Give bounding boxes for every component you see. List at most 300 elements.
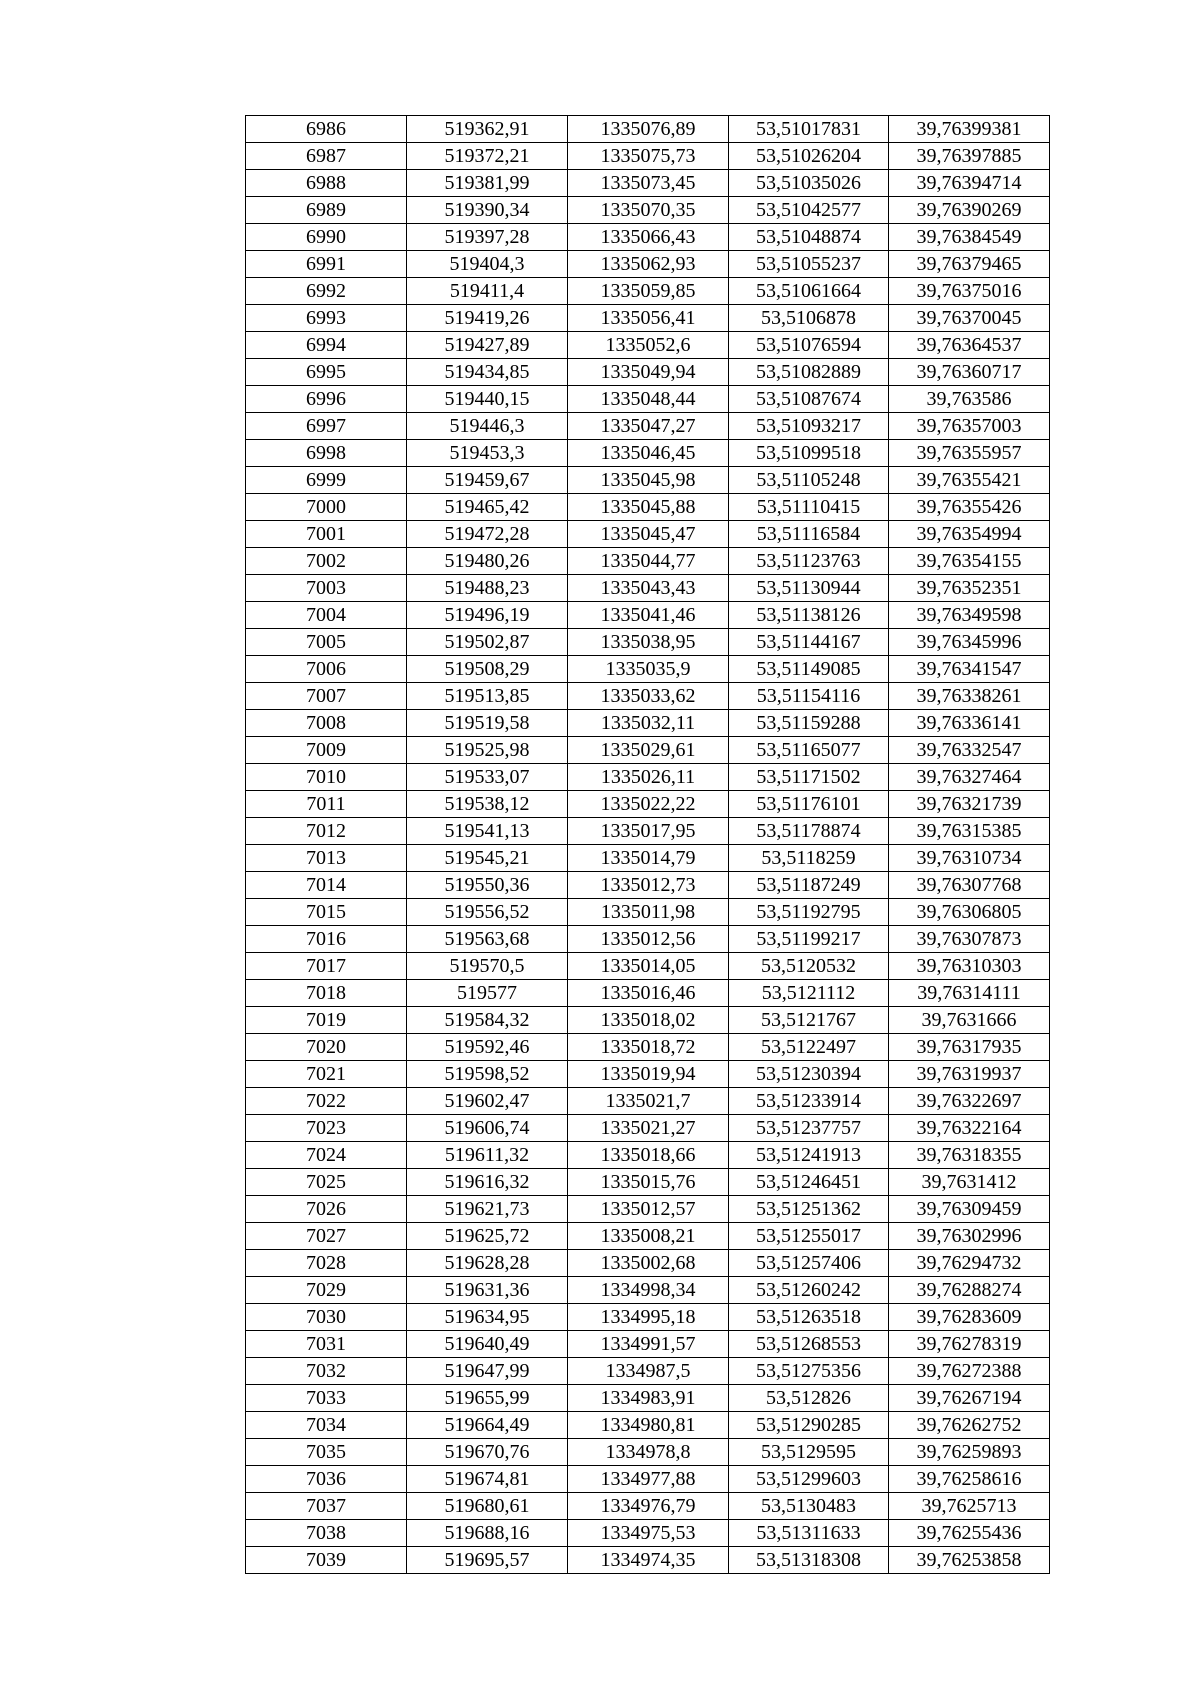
x-coordinate-cell: 519519,58	[407, 710, 568, 737]
latitude-cell: 53,5121767	[729, 1007, 889, 1034]
y-coordinate-cell: 1335049,94	[568, 359, 729, 386]
longitude-cell: 39,76338261	[889, 683, 1050, 710]
y-coordinate-cell: 1335066,43	[568, 224, 729, 251]
latitude-cell: 53,51246451	[729, 1169, 889, 1196]
longitude-cell: 39,76345996	[889, 629, 1050, 656]
latitude-cell: 53,51299603	[729, 1466, 889, 1493]
latitude-cell: 53,5121112	[729, 980, 889, 1007]
x-coordinate-cell: 519513,85	[407, 683, 568, 710]
x-coordinate-cell: 519602,47	[407, 1088, 568, 1115]
y-coordinate-cell: 1335019,94	[568, 1061, 729, 1088]
y-coordinate-cell: 1335033,62	[568, 683, 729, 710]
table-row	[246, 1358, 1050, 1385]
table-row	[246, 440, 1050, 467]
point-number-cell: 6997	[246, 413, 407, 440]
longitude-cell: 39,763586	[889, 386, 1050, 413]
point-number-cell: 7012	[246, 818, 407, 845]
latitude-cell: 53,51192795	[729, 899, 889, 926]
longitude-cell: 39,76294732	[889, 1250, 1050, 1277]
x-coordinate-cell: 519459,67	[407, 467, 568, 494]
point-number-cell: 7009	[246, 737, 407, 764]
y-coordinate-cell: 1335022,22	[568, 791, 729, 818]
y-coordinate-cell: 1335018,02	[568, 1007, 729, 1034]
latitude-cell: 53,51123763	[729, 548, 889, 575]
y-coordinate-cell: 1335045,47	[568, 521, 729, 548]
x-coordinate-cell: 519640,49	[407, 1331, 568, 1358]
y-coordinate-cell: 1335044,77	[568, 548, 729, 575]
x-coordinate-cell: 519404,3	[407, 251, 568, 278]
x-coordinate-cell: 519427,89	[407, 332, 568, 359]
longitude-cell: 39,76341547	[889, 656, 1050, 683]
point-number-cell: 6994	[246, 332, 407, 359]
y-coordinate-cell: 1334987,5	[568, 1358, 729, 1385]
table-row	[246, 1439, 1050, 1466]
longitude-cell: 39,76310734	[889, 845, 1050, 872]
latitude-cell: 53,51093217	[729, 413, 889, 440]
y-coordinate-cell: 1335018,72	[568, 1034, 729, 1061]
longitude-cell: 39,76397885	[889, 143, 1050, 170]
table-row	[246, 953, 1050, 980]
point-number-cell: 7026	[246, 1196, 407, 1223]
x-coordinate-cell: 519545,21	[407, 845, 568, 872]
x-coordinate-cell: 519397,28	[407, 224, 568, 251]
table-row	[246, 1547, 1050, 1574]
table-row	[246, 278, 1050, 305]
x-coordinate-cell: 519538,12	[407, 791, 568, 818]
table-row	[246, 926, 1050, 953]
point-number-cell: 7003	[246, 575, 407, 602]
coordinates-table-body	[246, 116, 1050, 1574]
table-row	[246, 521, 1050, 548]
longitude-cell: 39,76357003	[889, 413, 1050, 440]
x-coordinate-cell: 519434,85	[407, 359, 568, 386]
y-coordinate-cell: 1335076,89	[568, 116, 729, 143]
x-coordinate-cell: 519616,32	[407, 1169, 568, 1196]
point-number-cell: 6986	[246, 116, 407, 143]
point-number-cell: 7023	[246, 1115, 407, 1142]
y-coordinate-cell: 1334991,57	[568, 1331, 729, 1358]
table-row	[246, 467, 1050, 494]
y-coordinate-cell: 1335032,11	[568, 710, 729, 737]
table-row	[246, 332, 1050, 359]
point-number-cell: 7029	[246, 1277, 407, 1304]
latitude-cell: 53,51268553	[729, 1331, 889, 1358]
latitude-cell: 53,5129595	[729, 1439, 889, 1466]
table-row	[246, 1493, 1050, 1520]
y-coordinate-cell: 1335015,76	[568, 1169, 729, 1196]
table-row	[246, 845, 1050, 872]
y-coordinate-cell: 1334974,35	[568, 1547, 729, 1574]
latitude-cell: 53,51275356	[729, 1358, 889, 1385]
x-coordinate-cell: 519695,57	[407, 1547, 568, 1574]
latitude-cell: 53,51105248	[729, 467, 889, 494]
table-row	[246, 1277, 1050, 1304]
x-coordinate-cell: 519611,32	[407, 1142, 568, 1169]
y-coordinate-cell: 1334998,34	[568, 1277, 729, 1304]
x-coordinate-cell: 519533,07	[407, 764, 568, 791]
longitude-cell: 39,76310303	[889, 953, 1050, 980]
table-row	[246, 143, 1050, 170]
point-number-cell: 6992	[246, 278, 407, 305]
point-number-cell: 7022	[246, 1088, 407, 1115]
x-coordinate-cell: 519550,36	[407, 872, 568, 899]
table-row	[246, 1088, 1050, 1115]
point-number-cell: 7020	[246, 1034, 407, 1061]
latitude-cell: 53,51178874	[729, 818, 889, 845]
table-row	[246, 224, 1050, 251]
y-coordinate-cell: 1334978,8	[568, 1439, 729, 1466]
x-coordinate-cell: 519674,81	[407, 1466, 568, 1493]
point-number-cell: 7037	[246, 1493, 407, 1520]
longitude-cell: 39,76360717	[889, 359, 1050, 386]
x-coordinate-cell: 519488,23	[407, 575, 568, 602]
longitude-cell: 39,7625713	[889, 1493, 1050, 1520]
point-number-cell: 7005	[246, 629, 407, 656]
x-coordinate-cell: 519419,26	[407, 305, 568, 332]
x-coordinate-cell: 519634,95	[407, 1304, 568, 1331]
longitude-cell: 39,76318355	[889, 1142, 1050, 1169]
point-number-cell: 7013	[246, 845, 407, 872]
table-row	[246, 1331, 1050, 1358]
table-row	[246, 1304, 1050, 1331]
point-number-cell: 7008	[246, 710, 407, 737]
table-row	[246, 791, 1050, 818]
longitude-cell: 39,76319937	[889, 1061, 1050, 1088]
table-row	[246, 899, 1050, 926]
table-row	[246, 413, 1050, 440]
point-number-cell: 7007	[246, 683, 407, 710]
y-coordinate-cell: 1335014,05	[568, 953, 729, 980]
longitude-cell: 39,76336141	[889, 710, 1050, 737]
longitude-cell: 39,76259893	[889, 1439, 1050, 1466]
y-coordinate-cell: 1335029,61	[568, 737, 729, 764]
point-number-cell: 7030	[246, 1304, 407, 1331]
point-number-cell: 6995	[246, 359, 407, 386]
longitude-cell: 39,76321739	[889, 791, 1050, 818]
table-row	[246, 1250, 1050, 1277]
latitude-cell: 53,5106878	[729, 305, 889, 332]
x-coordinate-cell: 519598,52	[407, 1061, 568, 1088]
y-coordinate-cell: 1335014,79	[568, 845, 729, 872]
table-row	[246, 1007, 1050, 1034]
table-row	[246, 1142, 1050, 1169]
point-number-cell: 7028	[246, 1250, 407, 1277]
latitude-cell: 53,5122497	[729, 1034, 889, 1061]
y-coordinate-cell: 1335041,46	[568, 602, 729, 629]
x-coordinate-cell: 519390,34	[407, 197, 568, 224]
latitude-cell: 53,51061664	[729, 278, 889, 305]
table-row	[246, 602, 1050, 629]
x-coordinate-cell: 519496,19	[407, 602, 568, 629]
longitude-cell: 39,76314111	[889, 980, 1050, 1007]
table-row	[246, 494, 1050, 521]
x-coordinate-cell: 519541,13	[407, 818, 568, 845]
table-row	[246, 818, 1050, 845]
latitude-cell: 53,51099518	[729, 440, 889, 467]
y-coordinate-cell: 1335048,44	[568, 386, 729, 413]
point-number-cell: 7016	[246, 926, 407, 953]
x-coordinate-cell: 519453,3	[407, 440, 568, 467]
latitude-cell: 53,5120532	[729, 953, 889, 980]
table-row	[246, 170, 1050, 197]
point-number-cell: 7038	[246, 1520, 407, 1547]
longitude-cell: 39,76255436	[889, 1520, 1050, 1547]
y-coordinate-cell: 1334983,91	[568, 1385, 729, 1412]
x-coordinate-cell: 519570,5	[407, 953, 568, 980]
table-row	[246, 1169, 1050, 1196]
point-number-cell: 6987	[246, 143, 407, 170]
point-number-cell: 7001	[246, 521, 407, 548]
y-coordinate-cell: 1335038,95	[568, 629, 729, 656]
latitude-cell: 53,51237757	[729, 1115, 889, 1142]
point-number-cell: 6989	[246, 197, 407, 224]
longitude-cell: 39,76354994	[889, 521, 1050, 548]
latitude-cell: 53,51165077	[729, 737, 889, 764]
latitude-cell: 53,51311633	[729, 1520, 889, 1547]
latitude-cell: 53,5118259	[729, 845, 889, 872]
latitude-cell: 53,51116584	[729, 521, 889, 548]
table-row	[246, 1385, 1050, 1412]
latitude-cell: 53,51017831	[729, 116, 889, 143]
y-coordinate-cell: 1335016,46	[568, 980, 729, 1007]
table-row	[246, 737, 1050, 764]
longitude-cell: 39,76349598	[889, 602, 1050, 629]
longitude-cell: 39,76332547	[889, 737, 1050, 764]
x-coordinate-cell: 519577	[407, 980, 568, 1007]
longitude-cell: 39,7631666	[889, 1007, 1050, 1034]
table-row	[246, 980, 1050, 1007]
latitude-cell: 53,51263518	[729, 1304, 889, 1331]
x-coordinate-cell: 519362,91	[407, 116, 568, 143]
longitude-cell: 39,76327464	[889, 764, 1050, 791]
latitude-cell: 53,51255017	[729, 1223, 889, 1250]
x-coordinate-cell: 519440,15	[407, 386, 568, 413]
point-number-cell: 7033	[246, 1385, 407, 1412]
table-row	[246, 710, 1050, 737]
point-number-cell: 7006	[246, 656, 407, 683]
table-row	[246, 764, 1050, 791]
table-row	[246, 1223, 1050, 1250]
longitude-cell: 39,76309459	[889, 1196, 1050, 1223]
latitude-cell: 53,51154116	[729, 683, 889, 710]
y-coordinate-cell: 1335052,6	[568, 332, 729, 359]
longitude-cell: 39,76322697	[889, 1088, 1050, 1115]
point-number-cell: 7019	[246, 1007, 407, 1034]
longitude-cell: 39,76307768	[889, 872, 1050, 899]
latitude-cell: 53,51055237	[729, 251, 889, 278]
x-coordinate-cell: 519472,28	[407, 521, 568, 548]
point-number-cell: 7031	[246, 1331, 407, 1358]
table-row	[246, 116, 1050, 143]
latitude-cell: 53,51149085	[729, 656, 889, 683]
point-number-cell: 7002	[246, 548, 407, 575]
latitude-cell: 53,51187249	[729, 872, 889, 899]
latitude-cell: 53,51257406	[729, 1250, 889, 1277]
longitude-cell: 39,76258616	[889, 1466, 1050, 1493]
y-coordinate-cell: 1335047,27	[568, 413, 729, 440]
latitude-cell: 53,5130483	[729, 1493, 889, 1520]
longitude-cell: 39,76306805	[889, 899, 1050, 926]
x-coordinate-cell: 519670,76	[407, 1439, 568, 1466]
latitude-cell: 53,51026204	[729, 143, 889, 170]
y-coordinate-cell: 1334975,53	[568, 1520, 729, 1547]
point-number-cell: 6996	[246, 386, 407, 413]
point-number-cell: 6998	[246, 440, 407, 467]
x-coordinate-cell: 519584,32	[407, 1007, 568, 1034]
longitude-cell: 39,76390269	[889, 197, 1050, 224]
latitude-cell: 53,51199217	[729, 926, 889, 953]
x-coordinate-cell: 519372,21	[407, 143, 568, 170]
x-coordinate-cell: 519647,99	[407, 1358, 568, 1385]
longitude-cell: 39,76302996	[889, 1223, 1050, 1250]
longitude-cell: 39,76283609	[889, 1304, 1050, 1331]
latitude-cell: 53,51230394	[729, 1061, 889, 1088]
y-coordinate-cell: 1335062,93	[568, 251, 729, 278]
x-coordinate-cell: 519525,98	[407, 737, 568, 764]
latitude-cell: 53,51241913	[729, 1142, 889, 1169]
point-number-cell: 6990	[246, 224, 407, 251]
table-row	[246, 386, 1050, 413]
y-coordinate-cell: 1335073,45	[568, 170, 729, 197]
latitude-cell: 53,51076594	[729, 332, 889, 359]
latitude-cell: 53,51144167	[729, 629, 889, 656]
table-row	[246, 1061, 1050, 1088]
longitude-cell: 39,76375016	[889, 278, 1050, 305]
y-coordinate-cell: 1335012,57	[568, 1196, 729, 1223]
latitude-cell: 53,51318308	[729, 1547, 889, 1574]
point-number-cell: 6999	[246, 467, 407, 494]
longitude-cell: 39,76355421	[889, 467, 1050, 494]
latitude-cell: 53,51233914	[729, 1088, 889, 1115]
y-coordinate-cell: 1335043,43	[568, 575, 729, 602]
table-row	[246, 305, 1050, 332]
longitude-cell: 39,76364537	[889, 332, 1050, 359]
longitude-cell: 39,76384549	[889, 224, 1050, 251]
y-coordinate-cell: 1335021,27	[568, 1115, 729, 1142]
latitude-cell: 53,51042577	[729, 197, 889, 224]
longitude-cell: 39,76352351	[889, 575, 1050, 602]
x-coordinate-cell: 519502,87	[407, 629, 568, 656]
point-number-cell: 7027	[246, 1223, 407, 1250]
x-coordinate-cell: 519592,46	[407, 1034, 568, 1061]
x-coordinate-cell: 519465,42	[407, 494, 568, 521]
table-row	[246, 1520, 1050, 1547]
latitude-cell: 53,51260242	[729, 1277, 889, 1304]
point-number-cell: 6993	[246, 305, 407, 332]
x-coordinate-cell: 519631,36	[407, 1277, 568, 1304]
x-coordinate-cell: 519480,26	[407, 548, 568, 575]
longitude-cell: 39,76272388	[889, 1358, 1050, 1385]
y-coordinate-cell: 1335045,98	[568, 467, 729, 494]
point-number-cell: 7015	[246, 899, 407, 926]
point-number-cell: 7000	[246, 494, 407, 521]
x-coordinate-cell: 519655,99	[407, 1385, 568, 1412]
y-coordinate-cell: 1335035,9	[568, 656, 729, 683]
x-coordinate-cell: 519381,99	[407, 170, 568, 197]
point-number-cell: 7025	[246, 1169, 407, 1196]
latitude-cell: 53,51087674	[729, 386, 889, 413]
point-number-cell: 7014	[246, 872, 407, 899]
coordinates-table	[245, 115, 1050, 1574]
x-coordinate-cell: 519556,52	[407, 899, 568, 926]
point-number-cell: 7021	[246, 1061, 407, 1088]
latitude-cell: 53,51110415	[729, 494, 889, 521]
point-number-cell: 6988	[246, 170, 407, 197]
y-coordinate-cell: 1334977,88	[568, 1466, 729, 1493]
y-coordinate-cell: 1335011,98	[568, 899, 729, 926]
longitude-cell: 39,76288274	[889, 1277, 1050, 1304]
y-coordinate-cell: 1335008,21	[568, 1223, 729, 1250]
table-row	[246, 872, 1050, 899]
longitude-cell: 39,76354155	[889, 548, 1050, 575]
y-coordinate-cell: 1335056,41	[568, 305, 729, 332]
longitude-cell: 39,76307873	[889, 926, 1050, 953]
point-number-cell: 7024	[246, 1142, 407, 1169]
longitude-cell: 39,76399381	[889, 116, 1050, 143]
latitude-cell: 53,51130944	[729, 575, 889, 602]
table-row	[246, 575, 1050, 602]
table-row	[246, 548, 1050, 575]
latitude-cell: 53,51171502	[729, 764, 889, 791]
latitude-cell: 53,51138126	[729, 602, 889, 629]
point-number-cell: 7018	[246, 980, 407, 1007]
point-number-cell: 7034	[246, 1412, 407, 1439]
y-coordinate-cell: 1335012,56	[568, 926, 729, 953]
y-coordinate-cell: 1335012,73	[568, 872, 729, 899]
table-row	[246, 1034, 1050, 1061]
x-coordinate-cell: 519628,28	[407, 1250, 568, 1277]
latitude-cell: 53,512826	[729, 1385, 889, 1412]
x-coordinate-cell: 519680,61	[407, 1493, 568, 1520]
y-coordinate-cell: 1335026,11	[568, 764, 729, 791]
y-coordinate-cell: 1335002,68	[568, 1250, 729, 1277]
point-number-cell: 7011	[246, 791, 407, 818]
longitude-cell: 39,76262752	[889, 1412, 1050, 1439]
point-number-cell: 7032	[246, 1358, 407, 1385]
table-row	[246, 683, 1050, 710]
y-coordinate-cell: 1335046,45	[568, 440, 729, 467]
y-coordinate-cell: 1335070,35	[568, 197, 729, 224]
longitude-cell: 39,76370045	[889, 305, 1050, 332]
x-coordinate-cell: 519621,73	[407, 1196, 568, 1223]
x-coordinate-cell: 519446,3	[407, 413, 568, 440]
table-row	[246, 1115, 1050, 1142]
latitude-cell: 53,51048874	[729, 224, 889, 251]
table-row	[246, 1412, 1050, 1439]
y-coordinate-cell: 1334976,79	[568, 1493, 729, 1520]
point-number-cell: 7017	[246, 953, 407, 980]
y-coordinate-cell: 1335075,73	[568, 143, 729, 170]
x-coordinate-cell: 519563,68	[407, 926, 568, 953]
y-coordinate-cell: 1335021,7	[568, 1088, 729, 1115]
x-coordinate-cell: 519508,29	[407, 656, 568, 683]
longitude-cell: 39,76267194	[889, 1385, 1050, 1412]
point-number-cell: 7004	[246, 602, 407, 629]
longitude-cell: 39,7631412	[889, 1169, 1050, 1196]
x-coordinate-cell: 519606,74	[407, 1115, 568, 1142]
longitude-cell: 39,76379465	[889, 251, 1050, 278]
y-coordinate-cell: 1334980,81	[568, 1412, 729, 1439]
longitude-cell: 39,76278319	[889, 1331, 1050, 1358]
y-coordinate-cell: 1335017,95	[568, 818, 729, 845]
table-row	[246, 197, 1050, 224]
table-row	[246, 251, 1050, 278]
y-coordinate-cell: 1335059,85	[568, 278, 729, 305]
x-coordinate-cell: 519688,16	[407, 1520, 568, 1547]
latitude-cell: 53,51035026	[729, 170, 889, 197]
table-row	[246, 656, 1050, 683]
table-row	[246, 359, 1050, 386]
